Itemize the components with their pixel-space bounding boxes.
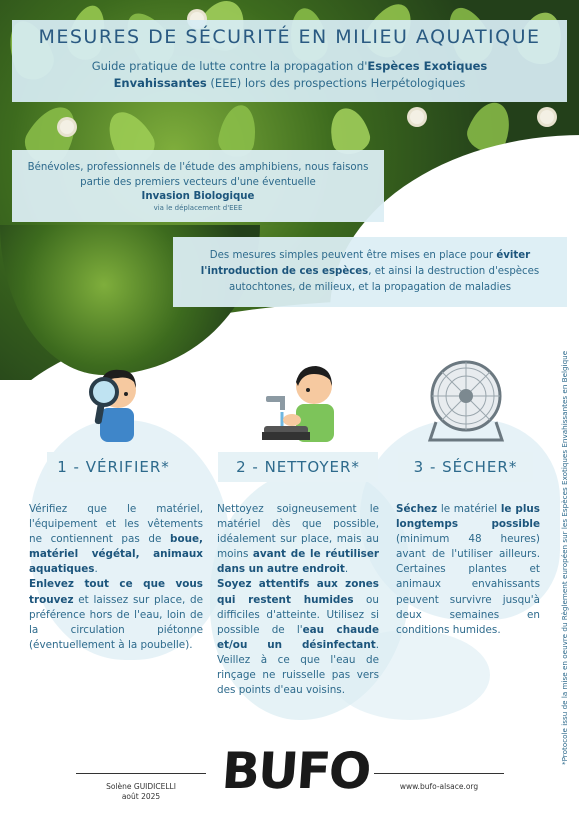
intro1-bold: Invasion Biologique [141, 191, 255, 202]
col3-text: le matériel [437, 503, 501, 515]
col3-bold: le plus longtemps possible [396, 503, 540, 531]
intro1-small: via le déplacement d'EEE [153, 204, 243, 212]
electric-fan-illustration [426, 360, 508, 442]
intro1-text: Bénévoles, professionnels de l'étude des amphibiens, nous faisons partie des premiers vecteurs d'une éventuelle [27, 162, 369, 188]
intro-panel-volunteers [12, 150, 384, 222]
footer-author: Solène GUIDICELLI [106, 782, 176, 791]
footer-date: août 2025 [121, 792, 161, 801]
col1-text: Vérifiez que le matériel, l'équipement et les vêtements ne contiennent pas de [29, 503, 203, 546]
col2-text: ou difficiles d'atteinte. Utilisez si possible de l' [217, 593, 379, 636]
subtitle-text-bold: Espèces Exotiques Envahissantes [113, 59, 488, 90]
intro-panel-measures [173, 237, 567, 307]
magnifier-person-illustration [84, 360, 144, 442]
footer-line-right [374, 773, 504, 774]
bufo-logo: BUFO [219, 742, 372, 800]
col2-text: . Veillez à ce que l'eau de rinçage ne ruisselle pas vers des points d'eau voisins. [217, 638, 379, 697]
col1-bold: Enlevez tout ce que vous trouvez [29, 578, 203, 606]
col3-text: (minimum 48 heures) avant de l'utiliser ailleurs. Certaines plantes et animaux envahissants peuvent survivre jusqu'à deux semaines en conditions humides. [396, 533, 540, 636]
col3-bold: Séchez [396, 503, 438, 515]
intro2-bold: éviter l'introduction de ces espèces [200, 250, 531, 277]
footer-website: www.bufo-alsace.org [399, 782, 479, 791]
intro2-text [173, 237, 567, 296]
col2-bold: avant de le réutiliser dans un autre endroit [217, 548, 379, 576]
column-dry [396, 502, 540, 638]
column-clean [217, 502, 379, 698]
page-title: MESURES DE SÉCURITÉ EN MILIEU AQUATIQUE [38, 26, 541, 48]
handwashing-person-illustration [262, 360, 336, 442]
col1-bold: boue, matériel végétal, animaux aquatiques [29, 533, 203, 576]
step-1-label: 1 - VÉRIFIER* [47, 452, 180, 482]
header-panel [12, 20, 567, 102]
column-verify [29, 502, 203, 653]
subtitle-text-pre: Guide pratique de lutte contre la propagation d' [91, 59, 368, 73]
col2-text: . [344, 563, 349, 576]
intro2-pre: Des mesures simples peuvent être mises en place pour [209, 250, 497, 261]
col2-bold: Soyez attentifs aux zones qui restent humides [217, 578, 379, 606]
col1-text: . [94, 563, 98, 576]
col2-bold: eau chaude et/ou un désinfectant [217, 623, 379, 651]
page-subtitle [52, 58, 527, 92]
step-3-label: 3 - SÉCHER* [398, 452, 533, 482]
side-footnote: *Protocole issu de la mise en oeuvre du Règlement européen sur les Espèces Exotiques Envahissantes en Belgique [560, 350, 569, 765]
step-2-label: 2 - NETTOYER* [218, 452, 378, 482]
footer-line-left [76, 773, 206, 774]
col1-text: et laissez sur place, de préférence hors de l'eau, loin de la circulation piétonne (éventuellement à la poubelle). [29, 593, 203, 651]
subtitle-text-post: (EEE) lors des prospections Herpétologiques [206, 76, 466, 90]
intro2-post: , et ainsi la destruction d'espèces autochtones, de milieux, et la propagation de maladies [228, 266, 540, 293]
col2-text: Nettoyez soigneusement le matériel dès que possible, idéalement sur place, mais au moins [217, 503, 379, 561]
